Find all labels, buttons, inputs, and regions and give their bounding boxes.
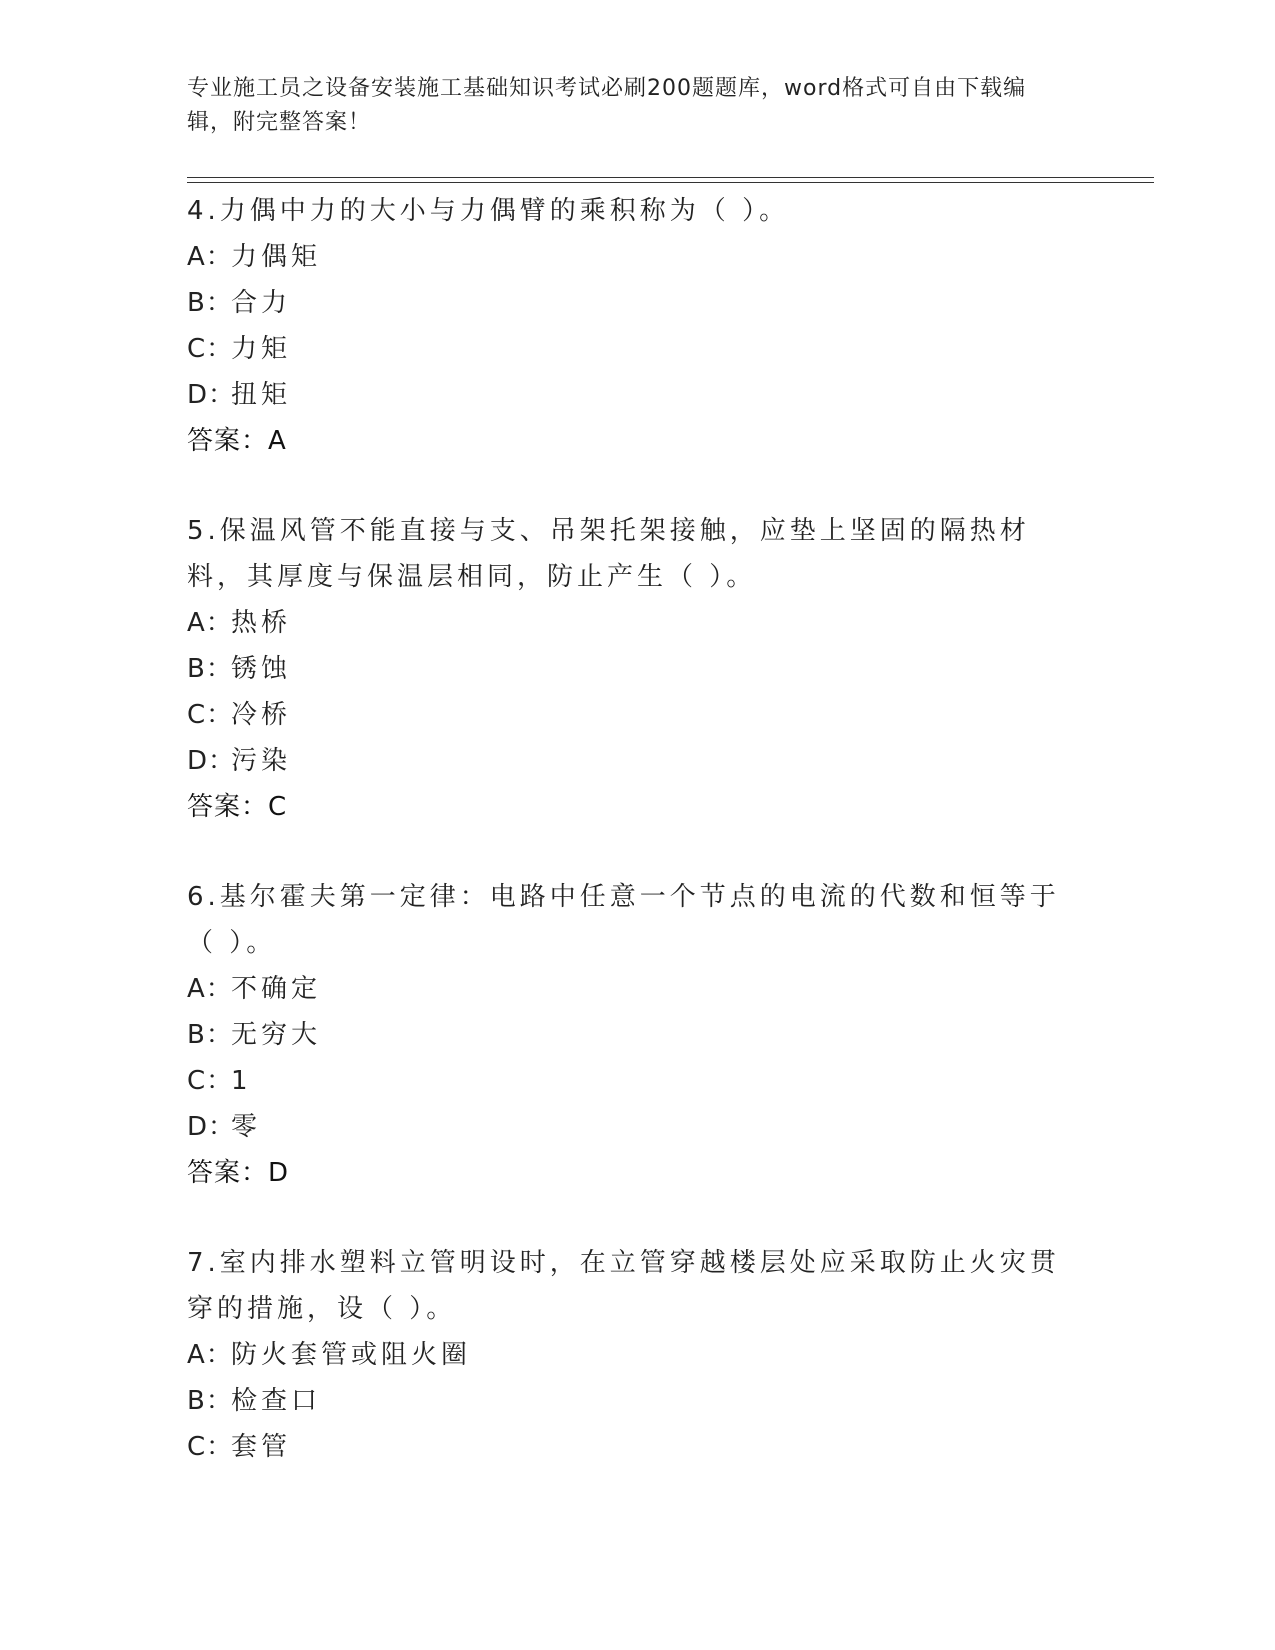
option-letter: C：	[187, 1066, 234, 1096]
option-letter: D：	[187, 746, 236, 776]
option-b	[187, 646, 1067, 692]
answer-line: 答案：C	[187, 792, 288, 822]
option-text: 热桥	[231, 608, 292, 638]
option-text: 冷桥	[231, 700, 292, 730]
option-text: 1	[231, 1066, 252, 1096]
header-divider	[187, 177, 1154, 183]
option-text: 无穷大	[231, 1020, 322, 1050]
question-stem: 5.保温风管不能直接与支、吊架托架接触，应垫上坚固的隔热材料，其厚度与保温层相同，防止产生（ ）。	[187, 516, 1030, 592]
option-b	[187, 280, 1067, 326]
option-d	[187, 1104, 1067, 1150]
option-letter: B：	[187, 1020, 233, 1050]
option-letter: B：	[187, 1386, 233, 1416]
question-stem: 6.基尔霍夫第一定律：电路中任意一个节点的电流的代数和恒等于（ ）。	[187, 882, 1060, 958]
option-letter: B：	[187, 288, 233, 318]
option-letter: C：	[187, 700, 234, 730]
option-text: 不确定	[231, 974, 322, 1004]
question-6	[187, 874, 1067, 1196]
question-7	[187, 1240, 1067, 1470]
option-c	[187, 692, 1067, 738]
question-stem: 4.力偶中力的大小与力偶臂的乘积称为（ ）。	[187, 196, 790, 226]
option-letter: C：	[187, 1432, 234, 1462]
page-header: 专业施工员之设备安装施工基础知识考试必刷200题题库，word格式可自由下载编辑，附完整答案！	[187, 76, 1027, 135]
option-text: 污染	[231, 746, 292, 776]
option-letter: D：	[187, 380, 236, 410]
option-d	[187, 372, 1067, 418]
option-b	[187, 1378, 1067, 1424]
option-d	[187, 738, 1067, 784]
option-a	[187, 234, 1067, 280]
option-text: 零	[231, 1112, 262, 1142]
question-list	[187, 188, 1067, 1514]
option-text: 锈蚀	[231, 654, 292, 684]
question-stem: 7.室内排水塑料立管明设时，在立管穿越楼层处应采取防止火灾贯穿的措施，设（ ）。	[187, 1248, 1060, 1324]
option-b	[187, 1012, 1067, 1058]
answer-line: 答案：D	[187, 1158, 290, 1188]
option-c	[187, 1424, 1067, 1470]
option-text: 合力	[231, 288, 292, 318]
option-a	[187, 1332, 1067, 1378]
option-letter: C：	[187, 334, 234, 364]
question-4	[187, 188, 1067, 464]
answer-line: 答案：A	[187, 426, 287, 456]
option-text: 力矩	[231, 334, 292, 364]
option-text: 套管	[231, 1432, 292, 1462]
option-letter: A：	[187, 1340, 233, 1370]
option-letter: D：	[187, 1112, 236, 1142]
option-text: 力偶矩	[231, 242, 322, 272]
option-letter: B：	[187, 654, 233, 684]
option-letter: A：	[187, 608, 233, 638]
option-a	[187, 600, 1067, 646]
option-letter: A：	[187, 974, 233, 1004]
option-letter: A：	[187, 242, 233, 272]
option-text: 检查口	[231, 1386, 322, 1416]
option-c	[187, 326, 1067, 372]
option-a	[187, 966, 1067, 1012]
question-5	[187, 508, 1067, 830]
option-c	[187, 1058, 1067, 1104]
option-text: 扭矩	[231, 380, 292, 410]
option-text: 防火套管或阻火圈	[231, 1340, 472, 1370]
